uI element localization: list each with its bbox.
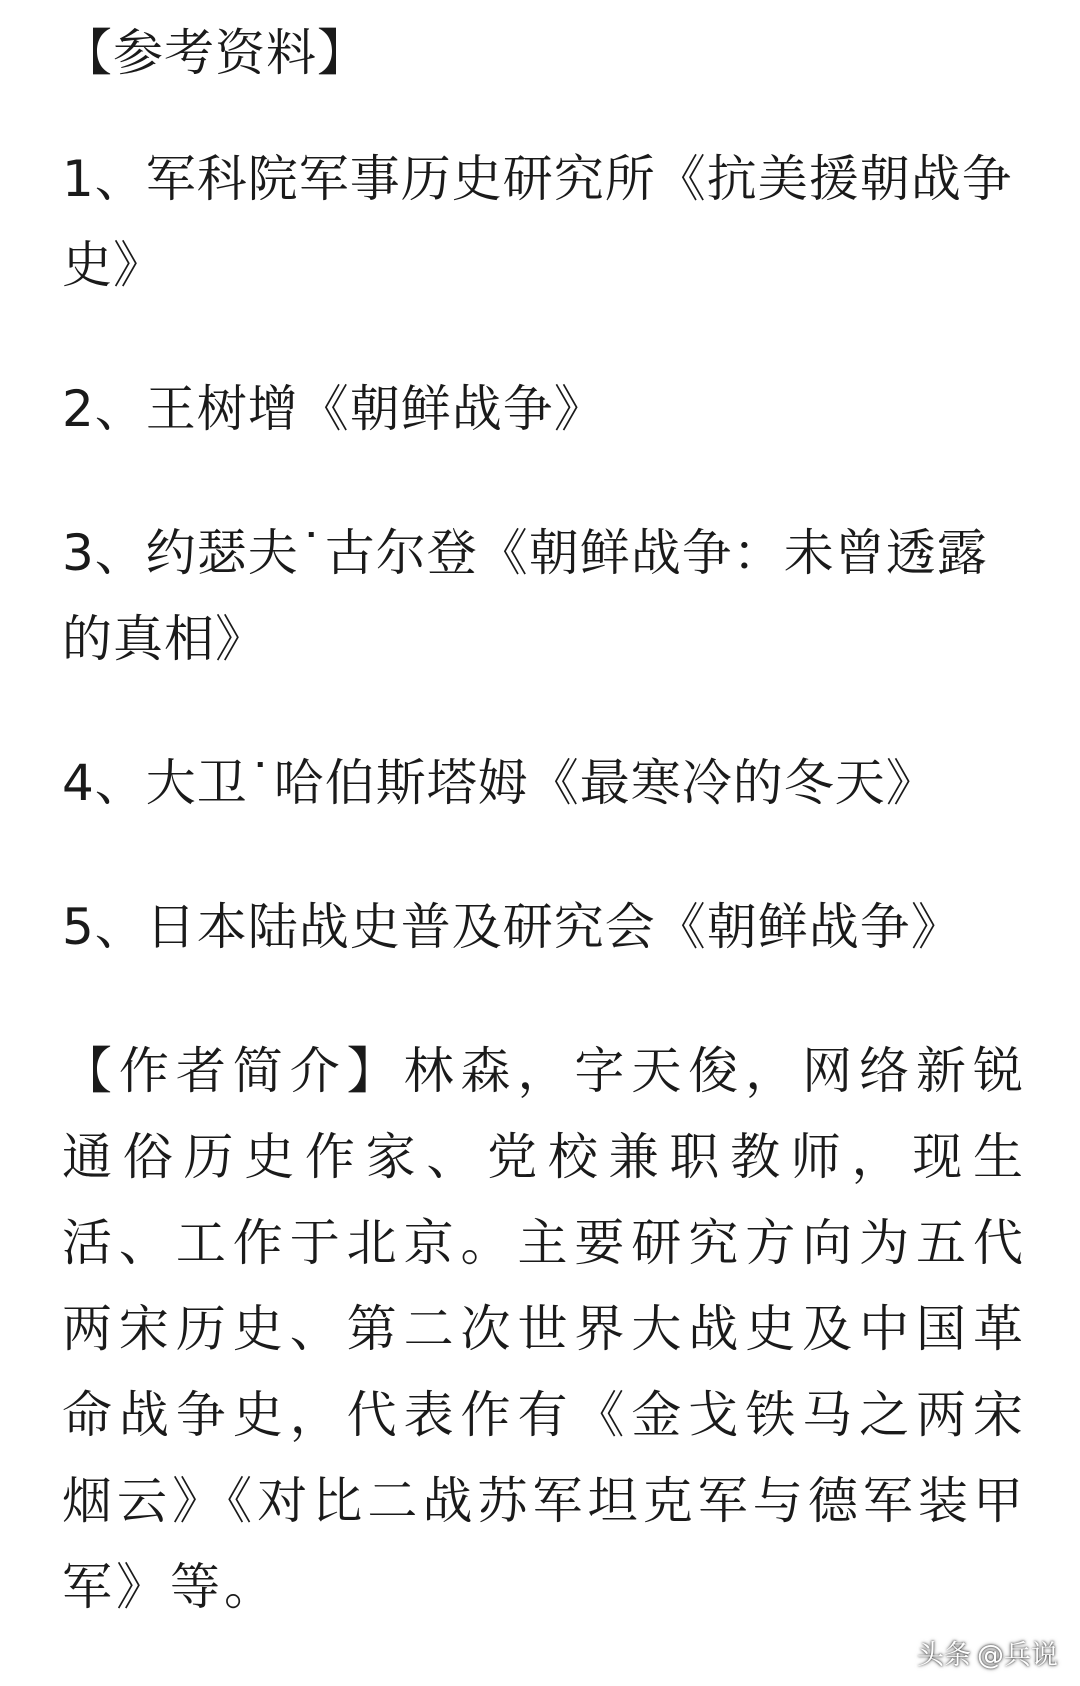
- reference-item-3: 3、约瑟夫˙古尔登《朝鲜战争：未曾透露的真相》: [62, 524, 988, 668]
- source-watermark: [917, 1633, 1058, 1672]
- reference-item-4: 4、大卫˙哈伯斯塔姆《最寒冷的冬天》: [62, 754, 937, 812]
- article-body: [62, 10, 1027, 1630]
- reference-item-5: 5、日本陆战史普及研究会《朝鲜战争》: [62, 898, 962, 956]
- references-list: [62, 136, 1027, 970]
- references-heading: 【参考资料】: [62, 24, 368, 82]
- watermark-author: @兵说: [977, 1640, 1058, 1671]
- reference-item-2: 2、王树增《朝鲜战争》: [62, 380, 605, 438]
- watermark-brand: 头条: [917, 1640, 971, 1671]
- reference-item-1: 1、军科院军事历史研究所《抗美援朝战争史》: [62, 150, 1013, 294]
- author-bio: 【作者简介】林森，字天俊，网络新锐通俗历史作家、党校兼职教师，现生活、工作于北京。主要研究方向为五代两宋历史、第二次世界大战史及中国革命战争史，代表作有《金戈铁马之两宋烟云》《对比二战苏军坦克军与德军装甲军》等。: [62, 1042, 1027, 1616]
